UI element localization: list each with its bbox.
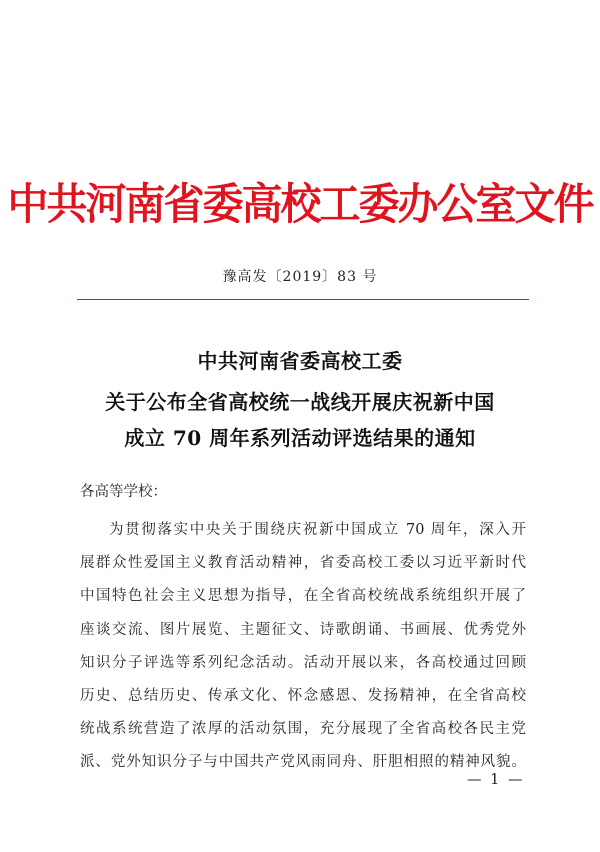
body-line: 知识分子评选等系列纪念活动。活动开展以来，各高校通过回顾: [80, 655, 526, 671]
red-divider-line: [77, 299, 529, 300]
document-number: 豫高发〔2019〕83 号: [222, 269, 378, 285]
body-line: 派、党外知识分子与中国共产党风雨同舟、肝胆相照的精神风貌。: [80, 754, 526, 770]
body-line: 座谈交流、图片展览、主题征文、诗歌朗诵、书画展、优秀党外: [80, 622, 526, 638]
document-masthead: 中共河南省委高校工委办公室文件: [7, 178, 593, 230]
title-line-1: 中共河南省委高校工委: [197, 349, 403, 373]
page-number: — 1 —: [467, 772, 525, 788]
body-line: 为贯彻落实中央关于围绕庆祝新中国成立 70 周年，深入开: [109, 522, 526, 538]
body-line: 展群众性爱国主义教育活动精神，省委高校工委以习近平新时代: [80, 555, 526, 571]
salutation: 各高等学校：: [80, 484, 167, 500]
body-line: 中国特色社会主义思想为指导，在全省高校统战系统组织开展了: [80, 588, 526, 604]
body-line: 历史、总结历史、传承文化、怀念感恩、发扬精神，在全省高校: [80, 688, 526, 704]
body-line: 统战系统营造了浓厚的活动氛围，充分展现了全省高校各民主党: [80, 721, 526, 737]
title-line-2: 关于公布全省高校统一战线开展庆祝新中国: [105, 390, 495, 414]
title-line-3: 成立 70 周年系列活动评选结果的通知: [124, 426, 476, 450]
